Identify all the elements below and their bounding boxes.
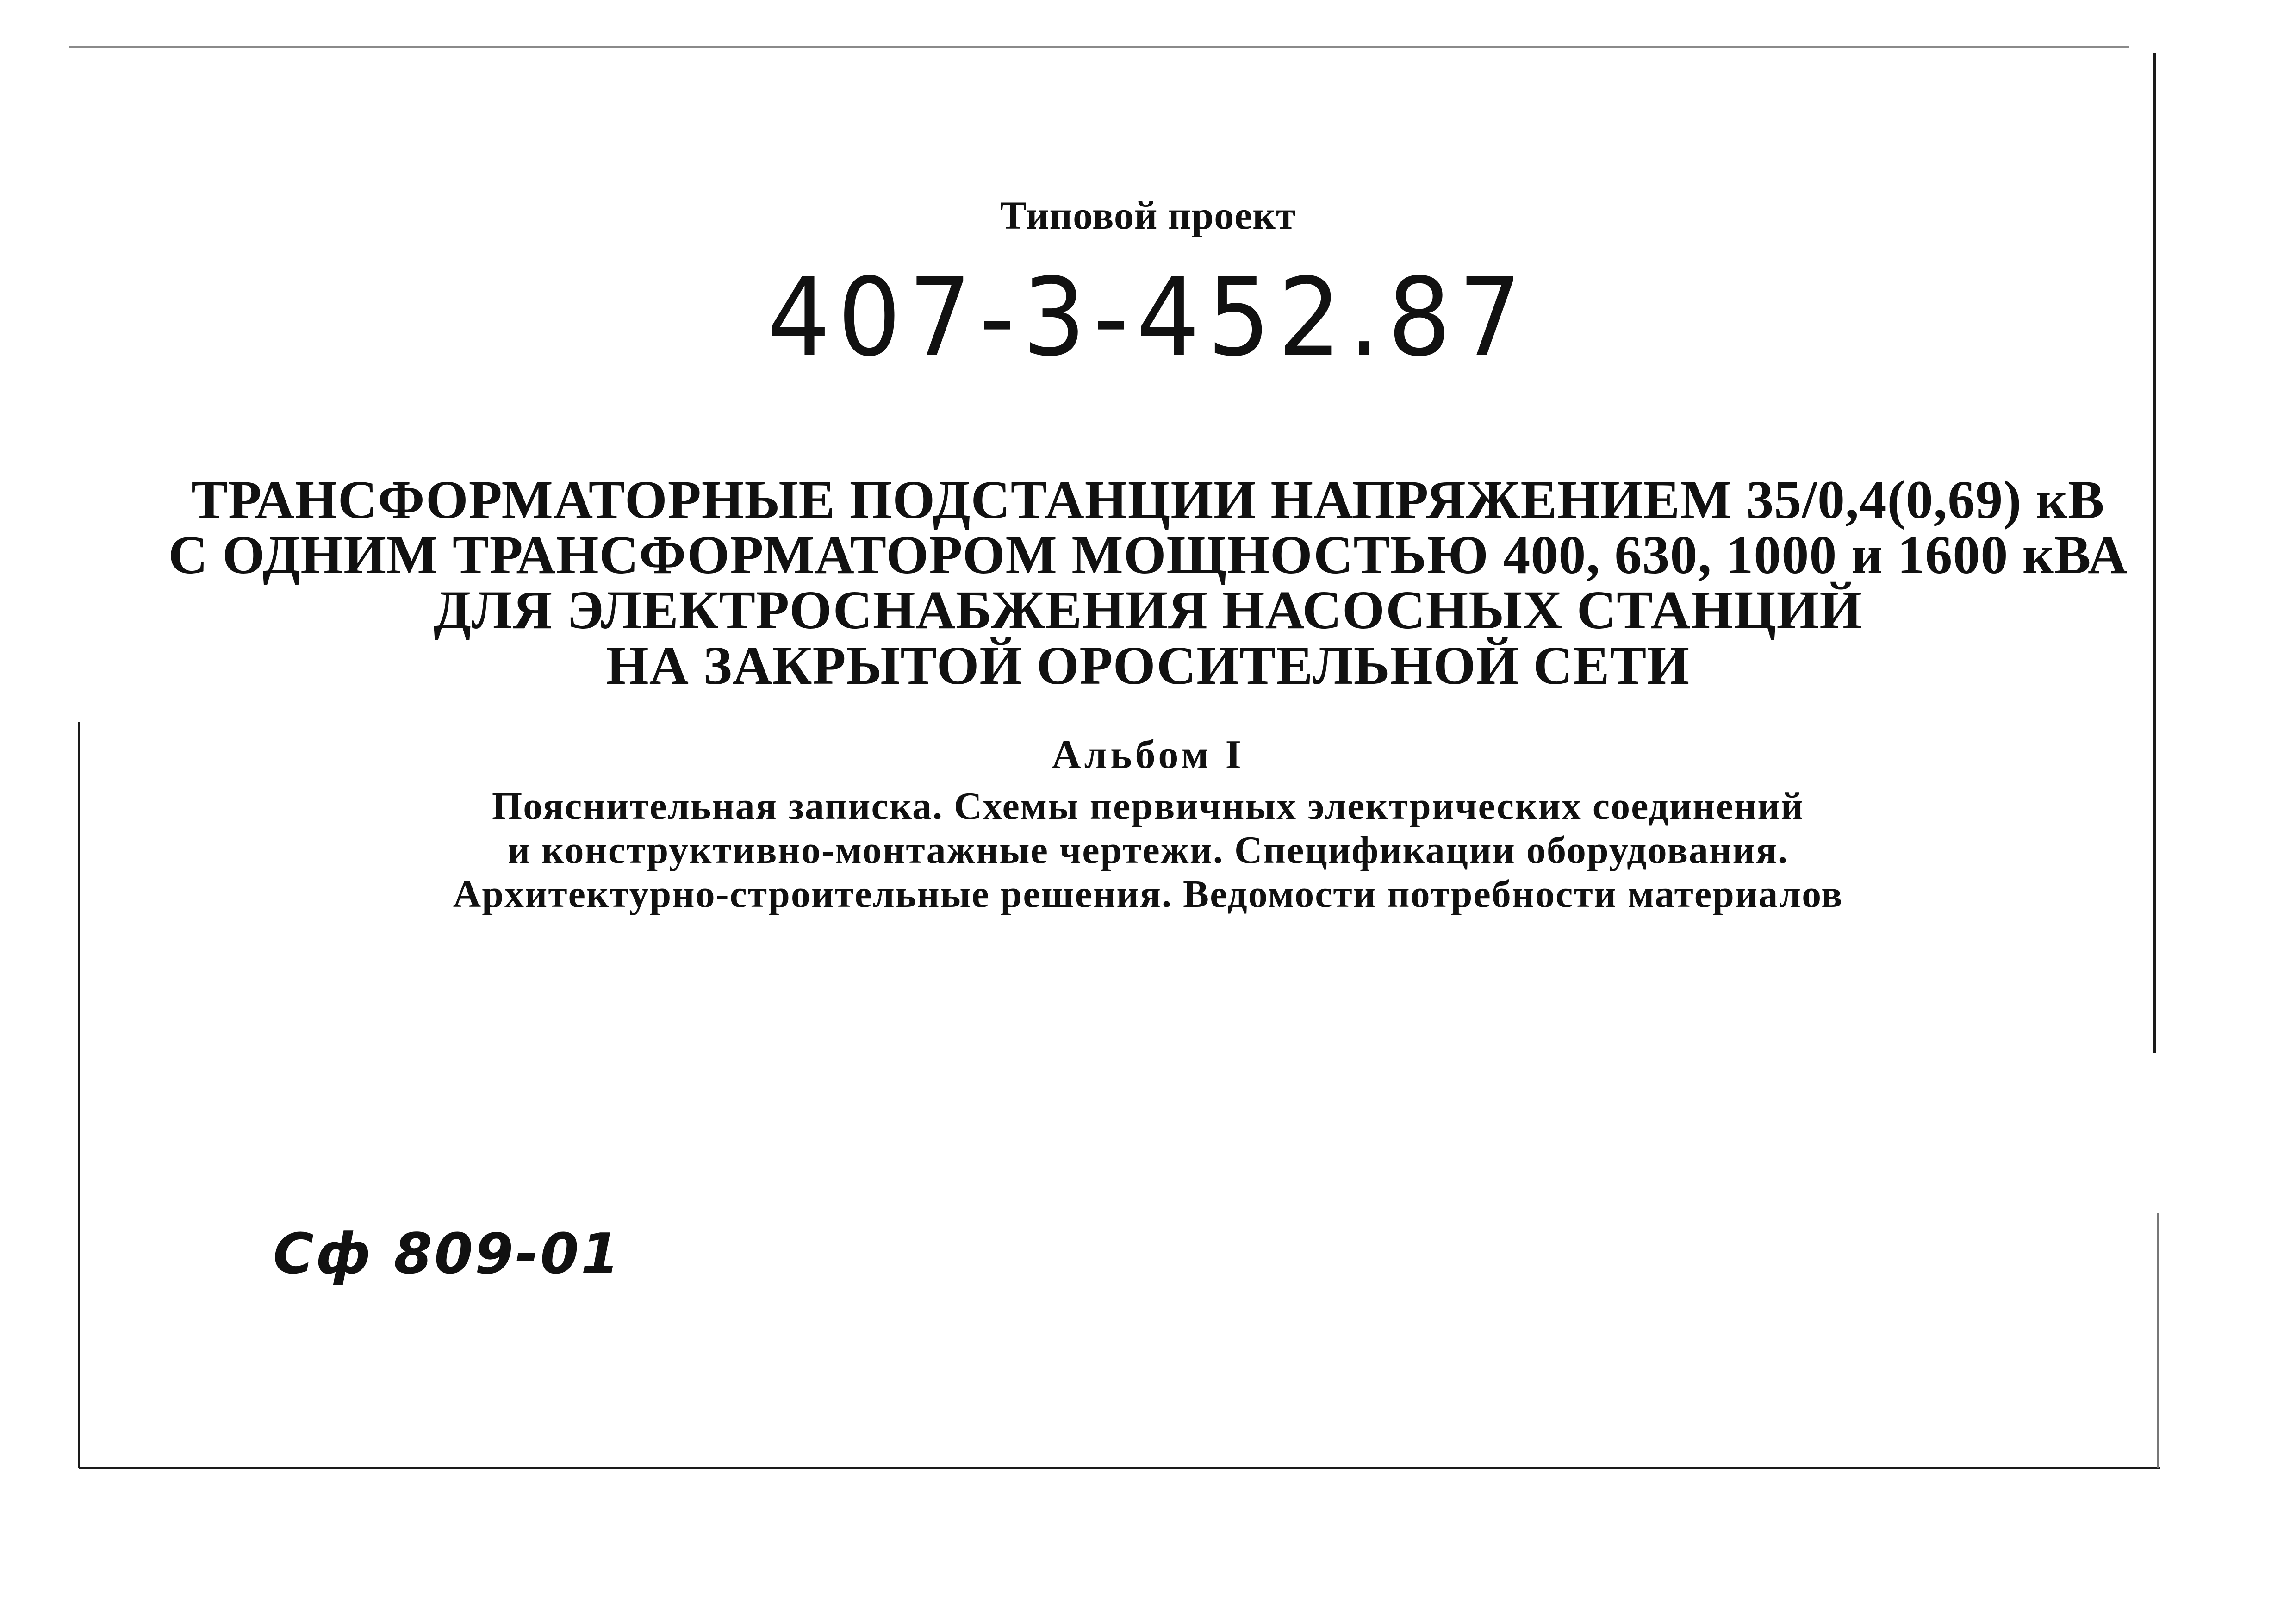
project-number: 407-3-452.87 — [767, 254, 1529, 381]
title-line: НА ЗАКРЫТОЙ ОРОСИТЕЛЬНОЙ СЕТИ — [606, 635, 1690, 696]
document-type-label: Типовой проект — [1000, 193, 1296, 237]
frame-right-line-lower — [2157, 1213, 2159, 1468]
contents-line: Пояснительная записка. Схемы первичных электрических соединений — [492, 785, 1804, 828]
document-title — [0, 469, 2296, 696]
title-line: ТРАНСФОРМАТОРНЫЕ ПОДСТАНЦИИ НАПРЯЖЕНИЕМ 35/0,4(0,69) кВ — [191, 469, 2105, 530]
frame-top-line — [69, 46, 2129, 48]
frame-bottom-line — [79, 1467, 2160, 1469]
title-line: ДЛЯ ЭЛЕКТРОСНАБЖЕНИЯ НАСОСНЫХ СТАНЦИЙ — [433, 580, 1863, 641]
album-contents — [0, 785, 2296, 917]
contents-line: и конструктивно-монтажные чертежи. Спецификации оборудования. — [507, 828, 1789, 872]
album-label: Альбом I — [1052, 732, 1244, 777]
title-line: С ОДНИМ ТРАНСФОРМАТОРОМ МОЩНОСТЬЮ 400, 630, 1000 и 1600 кВА — [168, 525, 2128, 586]
document-code: Сф 809-01 — [273, 1222, 622, 1287]
contents-line: Архитектурно-строительные решения. Ведомости потребности материалов — [453, 872, 1843, 916]
